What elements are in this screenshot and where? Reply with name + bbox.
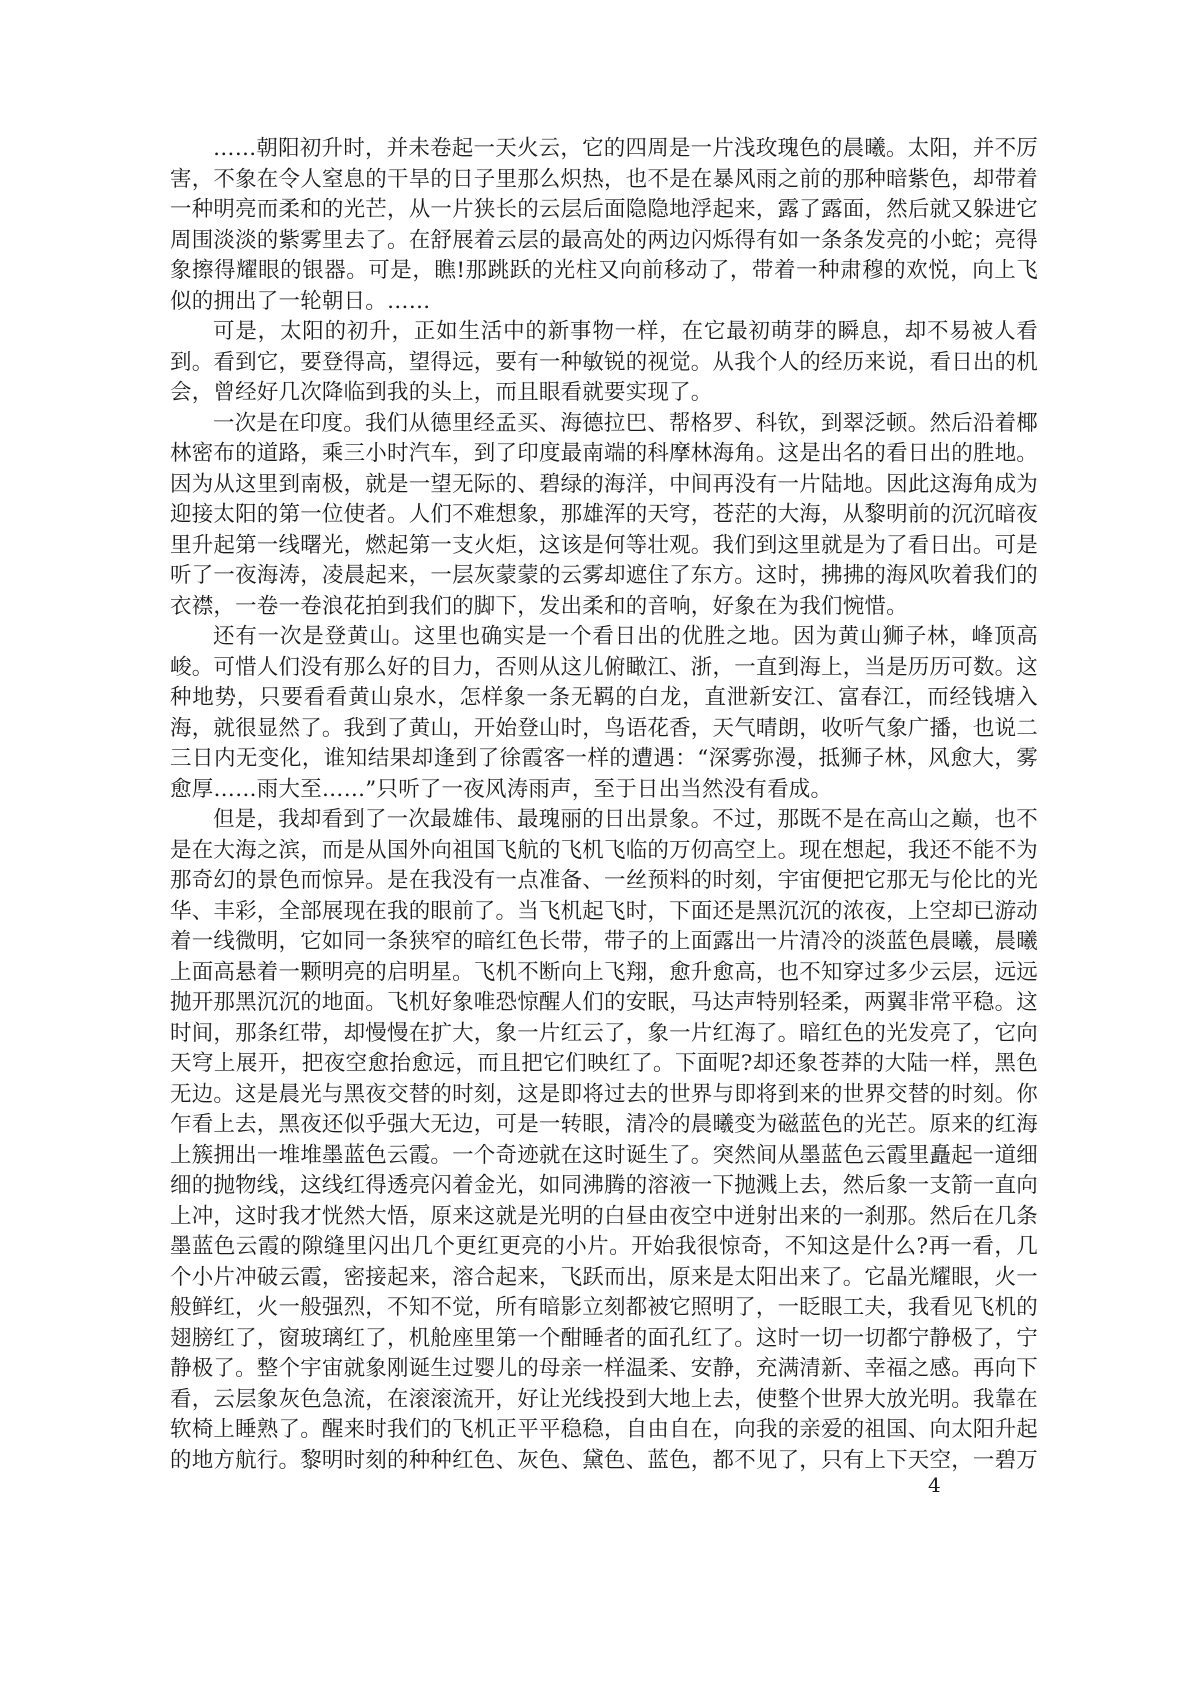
text-body: [170, 134, 1038, 1476]
paragraph-5: 但是，我却看到了一次最雄伟、最瑰丽的日出景象。不过，那既不是在高山之巅，也不是在大海之滨，而是从国外向祖国飞航的飞机飞临的万仞高空上。现在想起，我还不能不为那奇幻的景色而惊异。是在我没有一点准备、一丝预料的时刻，宇宙便把它那无与伦比的光华、丰彩，全部展现在我的眼前了。当飞机起飞时，下面还是黑沉沉的浓夜，上空却已游动着一线微明，它如同一条狭窄的暗红色长带，带子的上面露出一片清冷的淡蓝色晨曦，晨曦上面高悬着一颗明亮的启明星。飞机不断向上飞翔，愈升愈高，也不知穿过多少云层，远远抛开那黑沉沉的地面。飞机好象唯恐惊醒人们的安眠，马达声特别轻柔，两翼非常平稳。这时间，那条红带，却慢慢在扩大，象一片红云了，象一片红海了。暗红色的光发亮了，它向天穹上展开，把夜空愈抬愈远，而且把它们映红了。下面呢?却还象苍莽的大陆一样，黑色无边。这是晨光与黑夜交替的时刻，这是即将过去的世界与即将到来的世界交替的时刻。你乍看上去，黑夜还似乎强大无边，可是一转眼，清冷的晨曦变为磁蓝色的光芒。原来的红海上簇拥出一堆堆墨蓝色云霞。一个奇迹就在这时诞生了。突然间从墨蓝色云霞里矗起一道细细的抛物线，这线红得透亮闪着金光，如同沸腾的溶液一下抛溅上去，然后象一支箭一直向上冲，这时我才恍然大悟，原来这就是光明的白昼由夜空中迸射出来的一刹那。然后在几条墨蓝色云霞的隙缝里闪出几个更红更亮的小片。开始我很惊奇，不知这是什么?再一看，几个小片冲破云霞，密接起来，溶合起来，飞跃而出，原来是太阳出来了。它晶光耀眼，火一般鲜红，火一般强烈，不知不觉，所有暗影立刻都被它照明了，一眨眼工夫，我看见飞机的翅膀红了，窗玻璃红了，机舱座里第一个酣睡者的面孔红了。这时一切一切都宁静极了，宁静极了。整个宇宙就象刚诞生过婴儿的母亲一样温柔、安静，充满清新、幸福之感。再向下看，云层象灰色急流，在滚滚流开，好让光线投到大地上去，使整个世界大放光明。我靠在软椅上睡熟了。醒来时我们的飞机正平平稳稳，自由自在，向我的亲爱的祖国、向太阳升起的地方航行。黎明时刻的种种红色、灰色、黛色、蓝色，都不见了，只有上下天空，一碧万: [170, 807, 1039, 1473]
paragraph-4: 还有一次是登黄山。这里也确实是一个看日出的优胜之地。因为黄山狮子林，峰顶高峻。可惜人们没有那么好的目力，否则从这儿俯瞰江、浙，一直到海上，当是历历可数。这种地势，只要看看黄山泉水，怎样象一条无羁的白龙，直泄新安江、富春江，而经钱塘入海，就很显然了。我到了黄山，开始登山时，鸟语花香，天气晴朗，收听气象广播，也说二三日内无变化，谁知结果却逢到了徐霞客一样的遭遇：“深雾弥漫，抵狮子林，风愈大，雾愈厚……雨大至……”只听了一夜风涛雨声，至于日出当然没有看成。: [170, 624, 1039, 802]
paragraph-1: ……朝阳初升时，并未卷起一天火云，它的四周是一片浅玫瑰色的晨曦。太阳，并不厉害，不象在令人窒息的干旱的日子里那么炽热，也不是在暴风雨之前的那种暗紫色，却带着一种明亮而柔和的光芒，从一片狭长的云层后面隐隐地浮起来，露了露面，然后就又躲进它周围淡淡的紫雾里去了。在舒展着云层的最高处的两边闪烁得有如一条条发亮的小蛇；亮得象擦得耀眼的银器。可是，瞧!那跳跃的光柱又向前移动了，带着一种肃穆的欢悦，向上飞似的拥出了一轮朝日。……: [170, 136, 1039, 314]
page-number: 4: [928, 1473, 941, 1497]
paragraph-2: 可是，太阳的初升，正如生活中的新事物一样，在它最初萌芽的瞬息，却不易被人看到。看到它，要登得高，望得远，要有一种敏锐的视觉。从我个人的经历来说，看日出的机会，曾经好几次降临到我的头上，而且眼看就要实现了。: [170, 319, 1039, 405]
paragraph-3: 一次是在印度。我们从德里经孟买、海德拉巴、帮格罗、科钦，到翠泛顿。然后沿着椰林密布的道路，乘三小时汽车，到了印度最南端的科摩林海角。这是出名的看日出的胜地。因为从这里到南极，就是一望无际的、碧绿的海洋，中间再没有一片陆地。因此这海角成为迎接太阳的第一位使者。人们不难想象，那雄浑的天穹，苍茫的大海，从黎明前的沉沉暗夜里升起第一线曙光，燃起第一支火炬，这该是何等壮观。我们到这里就是为了看日出。可是听了一夜海涛，凌晨起来，一层灰蒙蒙的云雾却遮住了东方。这时，拂拂的海风吹着我们的衣襟，一卷一卷浪花拍到我们的脚下，发出柔和的音响，好象在为我们惋惜。: [170, 410, 1039, 619]
